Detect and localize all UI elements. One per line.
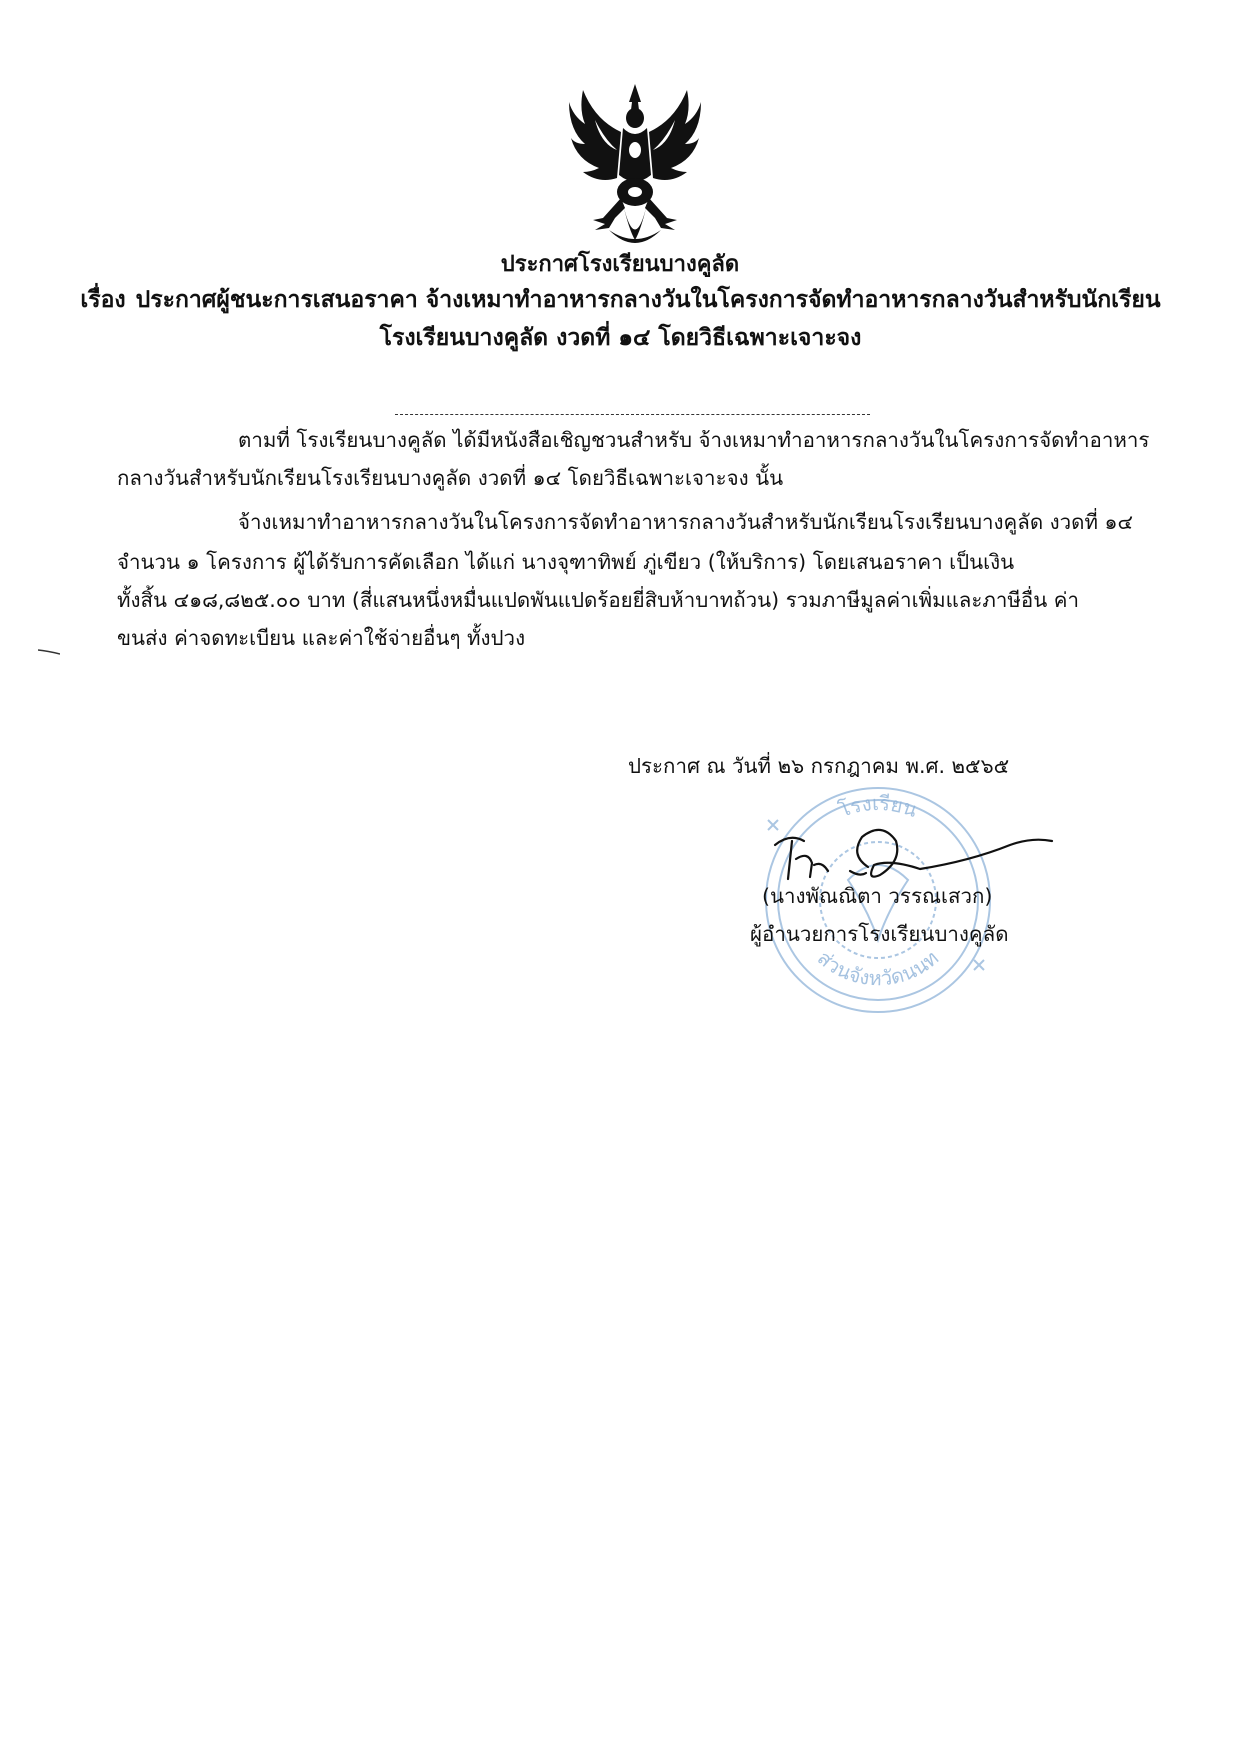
paragraph1-line1: ตามที่ โรงเรียนบางคูลัด ได้มีหนังสือเชิญชวนสำหรับ จ้างเหมาทำอาหารกลางวันในโครงการจัดทำอาหาร	[238, 428, 1150, 452]
paragraph2-line1: จ้างเหมาทำอาหารกลางวันในโครงการจัดทำอาหารกลางวันสำหรับนักเรียนโรงเรียนบางคูลัด งวดที่ ๑๔	[238, 510, 1134, 534]
paragraph2-line2: จำนวน ๑ โครงการ ผู้ได้รับการคัดเลือก ได้แก่ นางจุฑาทิพย์ ภู่เขียว (ให้บริการ) โดยเสนอราคา เป็นเงิน	[117, 550, 1015, 574]
announcement-date: ประกาศ ณ วันที่ ๒๖ กรกฎาคม พ.ศ. ๒๕๖๕	[628, 754, 1010, 778]
signer-position: ผู้อำนวยการโรงเรียนบางคูลัด	[750, 922, 1009, 946]
paragraph2-line4: ขนส่ง ค่าจดทะเบียน และค่าใช้จ่ายอื่นๆ ทั้งปวง	[117, 626, 526, 650]
subject-text-1: ประกาศผู้ชนะการเสนอราคา จ้างเหมาทำอาหารกลางวันในโครงการจัดทำอาหารกลางวันสำหรับนักเรียน	[135, 287, 1161, 313]
seal-text-top: โรงเรียน	[835, 790, 921, 823]
subject-line-2: โรงเรียนบางคูลัด งวดที่ ๑๔ โดยวิธีเฉพาะเจาะจง	[379, 325, 862, 351]
signer-name: (นางพัณณิตา วรรณเสวก)	[762, 884, 993, 908]
paragraph1-line2: กลางวันสำหรับนักเรียนโรงเรียนบางคูลัด งวดที่ ๑๔ โดยวิธีเฉพาะเจาะจง นั้น	[117, 466, 784, 490]
subject-line-1	[0, 282, 1241, 318]
seal-text-bottom: ส่วนจังหวัดนนท	[812, 945, 944, 991]
garuda-emblem-icon	[565, 80, 705, 255]
paragraph2-line3: ทั้งสิ้น ๔๑๘,๘๒๕.๐๐ บาท (สี่แสนหนึ่งหมื่นแปดพันแปดร้อยยี่สิบห้าบาทถ้วน) รวมภาษีมูลค่าเพิ่มและภาษีอื่น ค่า	[117, 588, 1079, 612]
scan-mark	[38, 640, 60, 646]
svg-text:ส่วนจังหวัดนนท	[813, 946, 943, 991]
divider-line	[395, 414, 870, 415]
subject-label: เรื่อง	[80, 287, 126, 313]
document-heading: ประกาศโรงเรียนบางคูลัด	[500, 252, 740, 277]
